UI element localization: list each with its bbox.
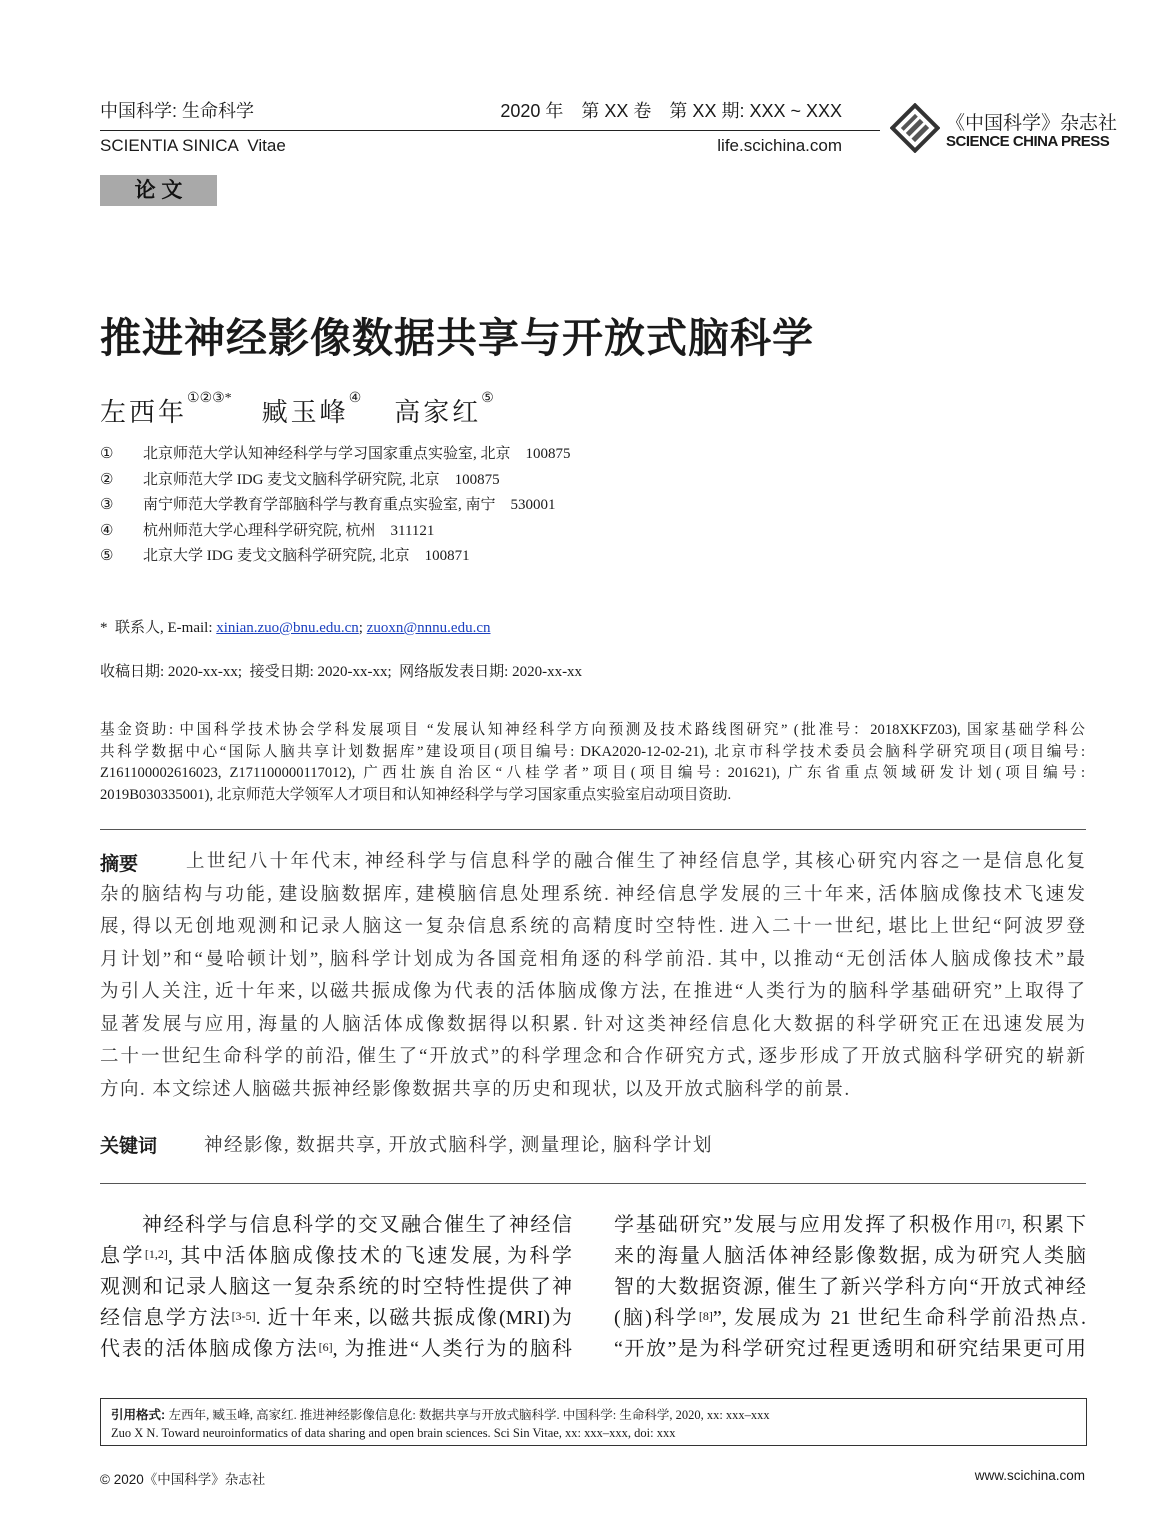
publisher-name-en: SCIENCE CHINA PRESS	[946, 133, 1110, 150]
journal-website[interactable]: life.scichina.com	[717, 136, 842, 155]
affiliation: ① 北京师范大学认知神经科学与学习国家重点实验室, 北京 100875	[100, 446, 571, 462]
author: 左西年①②③*	[100, 391, 232, 427]
author-affiliation-marks: ④	[348, 391, 365, 406]
journal-name-cn: 中国科学: 生命科学	[100, 101, 255, 121]
body-text: 代表的活体脑成像方法	[100, 1338, 319, 1360]
author-affiliation-marks: ⑤	[481, 391, 497, 406]
abstract-label: 摘要	[100, 854, 139, 875]
citation-cn: 左西年, 臧玉峰, 高家红. 推进神经影像信息化: 数据共享与开放式脑科学. 中国科学: 生命科学, 2020, xx: xxx–xxx	[168, 1408, 770, 1422]
body-text: 神经科学与信息科学的交叉融合催生了神经信	[142, 1214, 572, 1236]
citation-ref[interactable]: [1,2]	[144, 1247, 168, 1261]
body-text: (脑)科学	[614, 1307, 699, 1329]
article-title: 推进神经影像数据共享与开放式脑科学	[100, 315, 814, 361]
body-column-left	[100, 1210, 572, 1365]
publisher-name-cn: 《中国科学》杂志社	[946, 113, 1118, 134]
body-line	[614, 1210, 1086, 1241]
header-rule	[100, 130, 880, 131]
article-type-badge: 论 文	[100, 175, 217, 206]
body-text: 智的大数据资源, 催生了新兴学科方向“开放式神经	[614, 1276, 1086, 1298]
keywords-text: 神经影像, 数据共享, 开放式脑科学, 测量理论, 脑科学计划	[204, 1136, 714, 1156]
author-affiliation-marks: ①②③*	[187, 391, 232, 406]
affiliation: ④ 杭州师范大学心理科学研究院, 杭州 311121	[100, 522, 435, 539]
email-link[interactable]: xinian.zuo@bnu.edu.cn	[216, 620, 359, 636]
body-line	[100, 1334, 572, 1365]
citation-ref[interactable]: [8]	[698, 1309, 713, 1323]
citation-label: 引用格式:	[111, 1408, 169, 1422]
section-rule	[100, 1183, 1086, 1184]
author: 高家红⑤	[394, 391, 497, 427]
citation-box	[100, 1398, 1087, 1446]
section-rule	[100, 829, 1086, 830]
body-line	[614, 1334, 1086, 1365]
body-line	[614, 1241, 1086, 1272]
body-line	[100, 1303, 572, 1334]
citation-ref[interactable]: [7]	[996, 1216, 1011, 1230]
affiliation: ③ 南宁师范大学教育学部脑科学与教育重点实验室, 南宁 530001	[100, 497, 556, 513]
body-line	[100, 1272, 572, 1303]
received-dates: 收稿日期: 2020-xx-xx; 接受日期: 2020-xx-xx; 网络版发表日期: 2020-xx-xx	[100, 664, 583, 680]
footer-website[interactable]: www.scichina.com	[974, 1468, 1085, 1483]
affiliation: ⑤ 北京大学 IDG 麦戈文脑科学研究院, 北京 100871	[100, 548, 470, 564]
body-text: 息学	[100, 1245, 145, 1267]
keywords-label: 关键词	[100, 1136, 158, 1157]
body-text: 经信息学方法	[100, 1307, 232, 1329]
body-text: 观测和记录人脑这一复杂系统的时空特性提供了神	[100, 1276, 572, 1298]
citation-ref[interactable]: [3-5]	[231, 1309, 256, 1323]
journal-name-en: SCIENTIA SINICA Vitae	[100, 136, 286, 155]
body-text: . 近十年来, 以磁共振成像(MRI)为	[255, 1307, 573, 1329]
citation-en: Zuo X N. Toward neuroinformatics of data sharing and open brain sciences. Sci Sin Vitae, xx: xxx–xxx, doi: xxx	[111, 1426, 676, 1440]
email-link[interactable]: zuoxn@nnnu.edu.cn	[366, 620, 491, 636]
body-text: 学基础研究”发展与应用发挥了积极作用	[614, 1214, 997, 1236]
contact-line: * 联系人, E-mail: xinian.zuo@bnu.edu.cn; zuoxn@nnnu.edu.cn	[100, 620, 491, 636]
affiliation: ② 北京师范大学 IDG 麦戈文脑科学研究院, 北京 100875	[100, 471, 500, 488]
body-line	[614, 1272, 1086, 1303]
science-china-logo-icon	[890, 103, 940, 153]
body-line	[100, 1210, 572, 1241]
body-text: 来的海量人脑活体神经影像数据, 成为研究人类脑	[614, 1245, 1086, 1267]
citation-ref[interactable]: [6]	[318, 1340, 333, 1354]
body-line	[100, 1241, 572, 1272]
affiliation-list	[100, 442, 571, 570]
body-text: , 为推进“人类行为的脑科	[332, 1338, 572, 1360]
author: 臧玉峰④	[261, 391, 365, 427]
body-text: ”, 发展成为 21 世纪生命科学前沿热点.	[712, 1307, 1086, 1329]
author-list	[100, 392, 497, 429]
body-text: , 积累下	[1010, 1214, 1086, 1236]
body-column-right	[614, 1210, 1086, 1365]
body-text: , 其中活体脑成像技术的飞速发展, 为科学	[167, 1245, 573, 1267]
abstract-text: 上世纪八十年代末, 神经科学与信息科学的融合催生了神经信息学, 其核心研究内容之一是信息化复 杂的脑结构与功能, 建设脑数据库, 建模脑信息处理系统. 神经信息学发展的三十年来, 活体脑成像技术飞速发 展, 得以无创地观测和记录人脑这一复杂信息系统的高精度时空特性. 进入二十一世纪, 堪比上世纪“阿波罗登 月计划”和“曼哈顿计划”, 脑科学计划成为各国竞相角逐的科学前沿. 其中, 以推动“无创活体人脑成像技术”最 为引人关注, 近十年来, 以磁共振成像为代表的活体脑成像方法, 在推进“人类行为的脑科学基础研究”上取得了 显著发展与应用, 海量的人脑活体成像数据得以积累. 针对这类神经信息化大数据的科学研究正在迅速发展为 二十一世纪生命科学的前沿, 催生了“开放式”的科学理念和合作研究方式, 逐步形成了开放式脑科学研究的崭新 方向. 本文综述人脑磁共振神经影像数据共享的历史和现状, 以及开放式脑科学的前景.	[100, 852, 1085, 1100]
body-line	[614, 1303, 1086, 1334]
footer-copyright: © 2020《中国科学》杂志社	[100, 1472, 266, 1487]
issue-info: 2020 年 第 XX 卷 第 XX 期: XXX ~ XXX	[500, 101, 842, 121]
body-text: “开放”是为科学研究过程更透明和研究结果更可用	[614, 1338, 1086, 1360]
funding-statement: 基金资助: 中国科学技术协会学科发展项目 “发展认知神经科学方向预测及技术路线图研究” (批准号：2018XKFZ03), 国家基础学科公 共科学数据中心“国际人脑共享计划数据库”建设项目(项目编号: DKA2020-12-02-21), 北京市科学技术委员会脑科学研究项目(项目编号: Z161100002616023, Z171100000117012), 广西壮族自治区“八桂学者”项目(项目编号: 201621), 广东省重点领域研发计划(项目编号: 2019B030335001), 北京师范大学领军人才项目和认知神经科学与学习国家重点实验室启动项目资助.	[100, 722, 1085, 803]
